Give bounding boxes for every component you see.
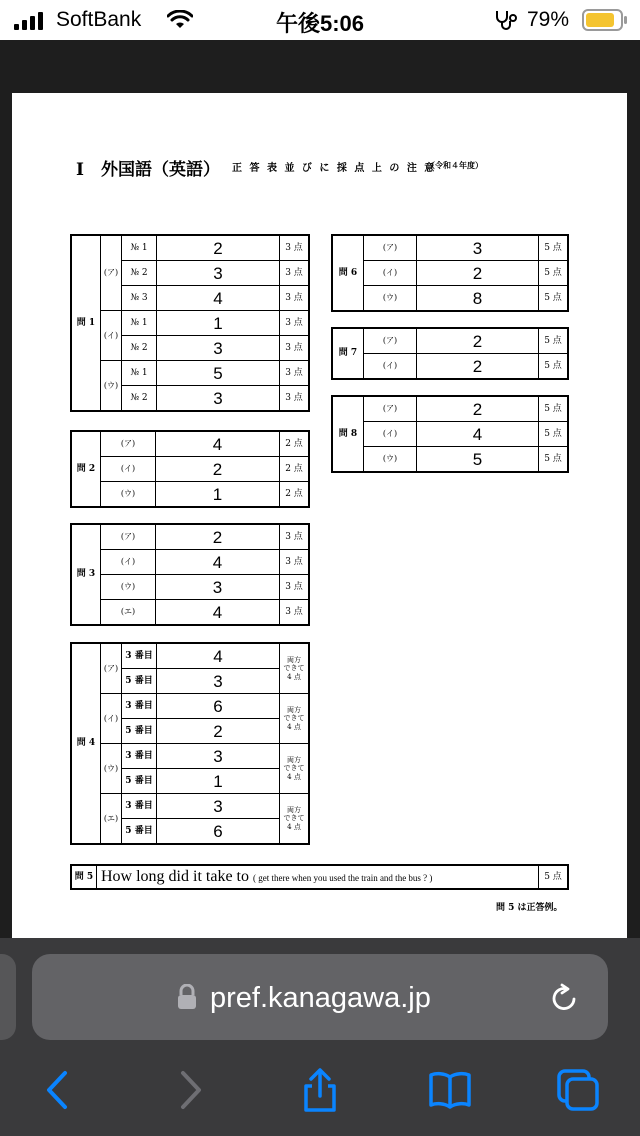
q1-answer: 5 [157, 361, 280, 386]
q8-part: (ウ) [364, 447, 417, 473]
q8-part: (イ) [364, 422, 417, 447]
q4-points [280, 694, 310, 744]
q4-rank: 5 番目 [122, 819, 157, 845]
q3-part: (ア) [101, 524, 156, 550]
q1-points: 3 点 [280, 336, 310, 361]
q3-part: (エ) [101, 600, 156, 626]
q8-table [331, 395, 569, 473]
q1-points: 3 点 [280, 286, 310, 311]
q4-points-line: 両方 [287, 656, 301, 665]
q4-rank: 5 番目 [122, 769, 157, 794]
q1-part: (ウ) [101, 361, 122, 412]
status-bar [0, 0, 640, 40]
q3-points: 3 点 [280, 524, 310, 550]
q8-points: 5 点 [539, 447, 569, 473]
page-subtitle: 正 答 表 並 び に 採 点 上 の 注 意 [232, 163, 437, 174]
q1-part: (ア) [101, 235, 122, 311]
q4-answer: 1 [157, 769, 280, 794]
q4-points [280, 643, 310, 694]
q5-points: 5 点 [539, 865, 569, 889]
battery-icon [582, 9, 628, 31]
q8-points: 5 点 [539, 396, 569, 422]
q6-answer: 2 [417, 261, 539, 286]
url-text: pref.kanagawa.jp [210, 982, 431, 1014]
q3-part: (ウ) [101, 575, 156, 600]
q4-points-line: 4 点 [287, 722, 301, 731]
q6-part: (ア) [364, 235, 417, 261]
previous-tab-card[interactable] [0, 954, 16, 1040]
q4-rank: 3 番目 [122, 744, 157, 769]
q4-rank: 5 番目 [122, 719, 157, 744]
q5-label: 問 5 [71, 865, 97, 889]
q4-rank: 5 番目 [122, 669, 157, 694]
q8-points: 5 点 [539, 422, 569, 447]
q5-note: 問 5 は正答例。 [496, 903, 563, 913]
q4-answer: 3 [157, 669, 280, 694]
q1-answer: 4 [157, 286, 280, 311]
q4-points-line: できて [283, 714, 305, 723]
q7-label: 問 7 [332, 328, 364, 379]
q6-points: 5 点 [539, 235, 569, 261]
q2-part: (ア) [101, 431, 156, 457]
q1-sub: № 2 [122, 386, 157, 412]
q2-points: 2 点 [280, 482, 310, 508]
q1-answer: 2 [157, 235, 280, 261]
q1-sub: № 1 [122, 311, 157, 336]
q1-sub: № 1 [122, 235, 157, 261]
q4-rank: 3 番目 [122, 643, 157, 669]
q4-part: (イ) [101, 694, 122, 744]
q1-answer: 3 [157, 261, 280, 286]
q4-answer: 3 [157, 794, 280, 819]
q4-part: (ウ) [101, 744, 122, 794]
q4-table [70, 642, 310, 845]
q3-answer: 3 [156, 575, 280, 600]
q2-table [70, 430, 310, 508]
q1-sub: № 3 [122, 286, 157, 311]
q8-answer: 5 [417, 447, 539, 473]
q6-table [331, 234, 569, 312]
q2-part: (ウ) [101, 482, 156, 508]
q7-answer: 2 [417, 354, 539, 380]
q4-label: 問 4 [71, 643, 101, 844]
battery-percentage: 79% [527, 8, 570, 31]
q1-sub: № 2 [122, 336, 157, 361]
q8-answer: 2 [417, 396, 539, 422]
q7-table [331, 327, 569, 380]
q7-part: (イ) [364, 354, 417, 380]
page-title: I 外国語（英語） [76, 160, 220, 180]
q2-label: 問 2 [71, 431, 101, 507]
tabs-icon[interactable] [556, 1068, 600, 1112]
back-icon[interactable] [36, 1068, 80, 1112]
q7-answer: 2 [417, 328, 539, 354]
q4-points-line: 4 点 [287, 672, 301, 681]
q3-answer: 2 [156, 524, 280, 550]
q1-points: 3 点 [280, 235, 310, 261]
q1-points: 3 点 [280, 361, 310, 386]
q6-part: (イ) [364, 261, 417, 286]
q4-part: (エ) [101, 794, 122, 845]
q2-points: 2 点 [280, 431, 310, 457]
q4-points-line: 4 点 [287, 822, 301, 831]
q4-points-line: できて [283, 664, 305, 673]
q2-answer: 4 [156, 431, 280, 457]
q7-part: (ア) [364, 328, 417, 354]
q4-points-line: 両方 [287, 756, 301, 765]
carrier-label: SoftBank [56, 8, 142, 31]
q6-answer: 8 [417, 286, 539, 312]
answer-key-page [12, 93, 627, 938]
q6-points: 5 点 [539, 261, 569, 286]
q3-answer: 4 [156, 600, 280, 626]
pdf-viewer[interactable] [0, 40, 640, 938]
q3-label: 問 3 [71, 524, 101, 625]
q1-answer: 3 [157, 336, 280, 361]
q1-sub: № 2 [122, 261, 157, 286]
q7-points: 5 点 [539, 354, 569, 380]
q5-table [70, 864, 569, 890]
q1-label: 問 1 [71, 235, 101, 411]
q4-points [280, 794, 310, 845]
q2-answer: 1 [156, 482, 280, 508]
q1-points: 3 点 [280, 386, 310, 412]
exam-year: （令和４年度） [427, 160, 483, 170]
q3-table [70, 523, 310, 626]
q8-answer: 4 [417, 422, 539, 447]
q8-label: 問 8 [332, 396, 364, 472]
q2-part: (イ) [101, 457, 156, 482]
forward-icon[interactable] [168, 1068, 212, 1112]
q6-points: 5 点 [539, 286, 569, 312]
q3-answer: 4 [156, 550, 280, 575]
q1-table [70, 234, 310, 412]
q2-points: 2 点 [280, 457, 310, 482]
q7-points: 5 点 [539, 328, 569, 354]
q4-answer: 2 [157, 719, 280, 744]
q6-label: 問 6 [332, 235, 364, 311]
q4-points [280, 744, 310, 794]
q4-rank: 3 番目 [122, 694, 157, 719]
q1-points: 3 点 [280, 311, 310, 336]
q5-answer-small: ( get there when you used the train and the bus ? ) [252, 873, 433, 883]
bookmarks-icon[interactable] [428, 1068, 472, 1112]
q6-answer: 3 [417, 235, 539, 261]
browser-toolbar [0, 938, 640, 1136]
q2-answer: 2 [156, 457, 280, 482]
clock: 午後5:06 [275, 11, 365, 36]
q3-points: 3 点 [280, 550, 310, 575]
q3-part: (イ) [101, 550, 156, 575]
q3-points: 3 点 [280, 600, 310, 626]
q4-answer: 6 [157, 819, 280, 845]
q1-answer: 1 [157, 311, 280, 336]
stethoscope-icon [494, 9, 520, 31]
q4-points-line: できて [283, 814, 305, 823]
q5-answer-main: How long did it take to [101, 868, 249, 885]
q4-points-line: 4 点 [287, 772, 301, 781]
q1-answer: 3 [157, 386, 280, 412]
q4-points-line: 両方 [287, 706, 301, 715]
q5-answer [97, 865, 539, 889]
q4-rank: 3 番目 [122, 794, 157, 819]
address-bar[interactable] [32, 954, 608, 1040]
q1-points: 3 点 [280, 261, 310, 286]
q6-part: (ウ) [364, 286, 417, 312]
q1-sub: № 1 [122, 361, 157, 386]
q4-points-line: できて [283, 764, 305, 773]
lock-icon [176, 984, 198, 1010]
q4-part: (ア) [101, 643, 122, 694]
share-icon[interactable] [298, 1068, 342, 1112]
q3-points: 3 点 [280, 575, 310, 600]
q4-answer: 4 [157, 643, 280, 669]
q4-answer: 3 [157, 744, 280, 769]
q4-answer: 6 [157, 694, 280, 719]
q1-part: (イ) [101, 311, 122, 361]
q4-points-line: 両方 [287, 806, 301, 815]
q8-part: (ア) [364, 396, 417, 422]
reload-icon[interactable] [548, 982, 580, 1014]
